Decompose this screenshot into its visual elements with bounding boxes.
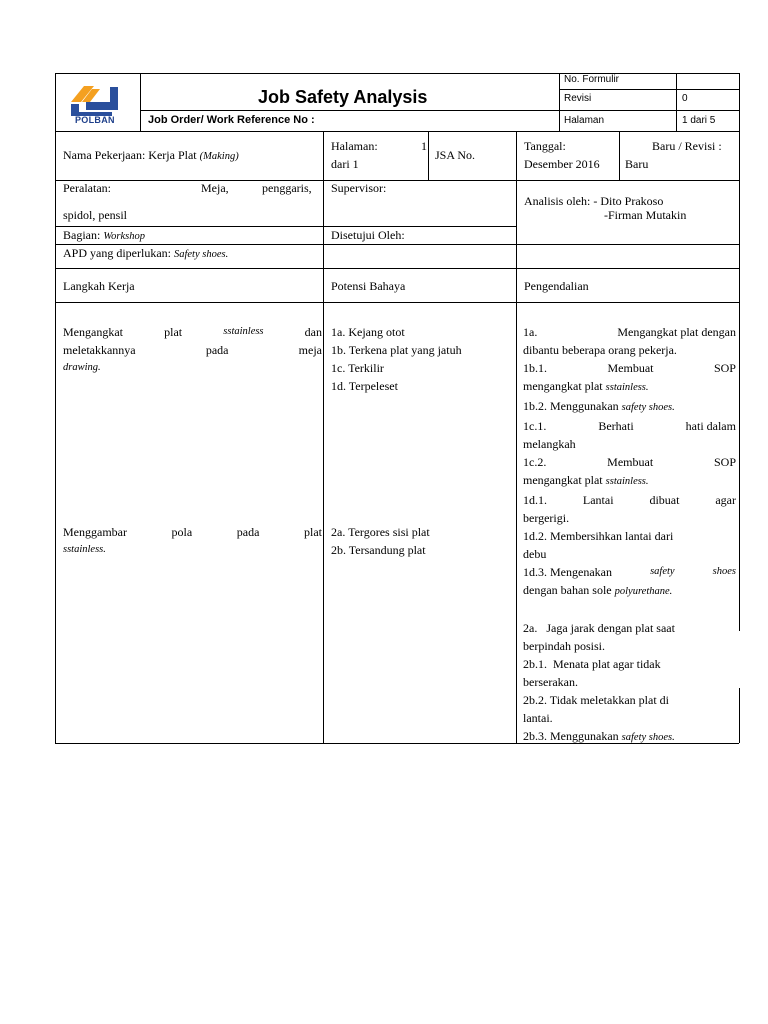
- text-italic: sstainless.: [605, 382, 649, 393]
- analisis-line2: -Firman Mutakin: [604, 208, 687, 222]
- word: pada: [236, 525, 260, 539]
- text: dengan bahan sole: [523, 583, 612, 597]
- word: Berhati: [598, 419, 634, 433]
- word: meja: [298, 343, 322, 357]
- control-1d2-line-2: debu: [523, 547, 547, 561]
- hazard-1a: 1a. Kejang otot: [331, 325, 405, 339]
- step-1-line-2: [63, 341, 322, 359]
- control-2a: 2a. Jaga jarak dengan plat saat: [523, 621, 675, 635]
- word: plat: [304, 525, 322, 539]
- word: Mengangkat: [63, 325, 123, 339]
- text: 1d.3. Mengenakan: [523, 565, 612, 579]
- word: 1b.1.: [523, 361, 547, 375]
- nama-pekerjaan: [63, 148, 239, 163]
- hazard-1c: 1c. Terkilir: [331, 361, 384, 375]
- control-2b2-line-2: lantai.: [523, 711, 553, 725]
- col-header-potensi: Potensi Bahaya: [331, 279, 406, 293]
- control-1d2: 1d.2. Membersihkan lantai dari: [523, 529, 674, 543]
- meta-label-revisi: Revisi: [564, 93, 592, 104]
- control-1c2: [523, 453, 736, 471]
- control-2b1: 2b.1. Menata plat agar tidak: [523, 657, 661, 671]
- col-header-pengendalian: Pengendalian: [524, 279, 589, 293]
- tanggal-label: Tanggal:: [524, 139, 566, 153]
- job-order-label: Job Order/ Work Reference No :: [148, 114, 315, 126]
- text: mengangkat plat: [523, 473, 603, 487]
- text-italic: sstainless.: [605, 476, 649, 487]
- step-1-line-1: [63, 323, 322, 341]
- controls-column: [523, 323, 736, 747]
- control-2a-line-2: berpindah posisi.: [523, 639, 605, 653]
- analisis-label: Analisis oleh: - Dito Prakoso: [524, 194, 664, 208]
- hazard-1d: 1d. Terpeleset: [331, 379, 398, 393]
- halaman-dari: dari 1: [331, 157, 359, 171]
- page-title: Job Safety Analysis: [258, 87, 428, 107]
- control-1b1-line-2: [523, 377, 736, 397]
- step-2-description: [63, 523, 322, 559]
- control-1d1: [523, 491, 736, 509]
- peralatan-item-meja: Meja,: [201, 181, 229, 195]
- apd-label: APD yang diperlukan:: [63, 246, 171, 260]
- halaman-label: Halaman:: [331, 139, 378, 153]
- word: SOP: [713, 455, 736, 469]
- word: hati dalam: [685, 419, 736, 433]
- disetujui-label: Disetujui Oleh:: [331, 228, 405, 242]
- control-1c1: [523, 417, 736, 435]
- meta-value-revisi: 0: [682, 93, 688, 104]
- control-1a-line-2: dibantu beberapa orang pekerja.: [523, 343, 677, 357]
- control-1d1-line-2: bergerigi.: [523, 511, 570, 525]
- word: dibuat: [649, 493, 680, 507]
- nama-pekerjaan-label: Nama Pekerjaan: Kerja Plat: [63, 148, 197, 162]
- logo-text: POLBAN: [75, 115, 115, 125]
- baru-revisi-label: Baru / Revisi :: [652, 139, 722, 153]
- peralatan-item-penggaris: penggaris,: [262, 181, 312, 195]
- control-2b1-line-2: berserakan.: [523, 675, 578, 689]
- word: Lantai: [582, 493, 614, 507]
- apd-value: Safety shoes.: [173, 249, 229, 260]
- spacer: [523, 601, 736, 619]
- bagian-value: Workshop: [103, 231, 145, 242]
- word-italic: sstainless: [223, 326, 264, 337]
- hazard-2a: 2a. Tergores sisi plat: [331, 525, 430, 539]
- control-1b2: [523, 397, 736, 417]
- word: 1d.1.: [523, 493, 547, 507]
- halaman-value: 1: [421, 139, 427, 153]
- word: 1a.: [523, 325, 538, 339]
- step-2-line-1: [63, 523, 322, 541]
- control-1d3-line-2: [523, 581, 736, 601]
- word: pola: [171, 525, 193, 539]
- step-1-line-3: drawing.: [63, 362, 101, 373]
- text: 2b.3. Menggunakan: [523, 729, 619, 743]
- bagian: [63, 228, 145, 243]
- nama-pekerjaan-italic: (Making): [199, 151, 239, 162]
- apd: [63, 246, 228, 261]
- step-1-hazards: [331, 323, 462, 395]
- text-italic: safety shoes.: [621, 402, 675, 413]
- control-1b1: [523, 359, 736, 377]
- control-1c1-line-2: melangkah: [523, 437, 576, 451]
- text-italic: safety shoes.: [621, 732, 675, 743]
- word: SOP: [713, 361, 736, 375]
- text-italic: polyurethane.: [614, 586, 673, 597]
- text-italic: safety: [650, 566, 675, 577]
- control-2b2: 2b.2. Tidak meletakkan plat di: [523, 693, 669, 707]
- word: Menggambar: [63, 525, 127, 539]
- text: mengangkat plat: [523, 379, 603, 393]
- text-italic: shoes: [712, 566, 736, 577]
- meta-label-halaman: Halaman: [564, 115, 605, 126]
- baru-revisi-value: Baru: [625, 157, 649, 171]
- hazard-1b: 1b. Terkena plat yang jatuh: [331, 343, 462, 357]
- col-header-langkah: Langkah Kerja: [63, 279, 135, 293]
- text: 1b.2. Menggunakan: [523, 399, 619, 413]
- word: agar: [715, 493, 736, 507]
- word: Membuat: [607, 361, 654, 375]
- control-2b3: [523, 727, 736, 747]
- step-2-line-2: sstainless.: [63, 544, 106, 555]
- meta-label-formulir: No. Formulir: [564, 74, 620, 85]
- word: meletakkannya: [63, 343, 136, 357]
- word: Membuat: [607, 455, 654, 469]
- control-1d3: [523, 563, 736, 581]
- word: 1c.2.: [523, 455, 547, 469]
- step-1-description: [63, 323, 322, 377]
- polban-logo: [62, 76, 134, 128]
- word: 1c.1.: [523, 419, 547, 433]
- word: Mengangkat plat dengan: [617, 325, 736, 339]
- jsa-no: JSA No.: [435, 148, 476, 162]
- peralatan-line2: spidol, pensil: [63, 208, 128, 222]
- word: dan: [304, 325, 322, 339]
- tanggal-value: Desember 2016: [524, 157, 600, 171]
- control-1a: [523, 323, 736, 341]
- word: pada: [205, 343, 229, 357]
- hazard-2b: 2b. Tersandung plat: [331, 543, 426, 557]
- supervisor-label: Supervisor:: [331, 181, 387, 195]
- step-2-hazards: [331, 523, 430, 559]
- peralatan-label: Peralatan:: [63, 181, 111, 195]
- word: plat: [164, 325, 183, 339]
- bagian-label: Bagian:: [63, 228, 101, 242]
- meta-value-halaman: 1 dari 5: [682, 115, 716, 126]
- control-1c2-line-2: [523, 471, 736, 491]
